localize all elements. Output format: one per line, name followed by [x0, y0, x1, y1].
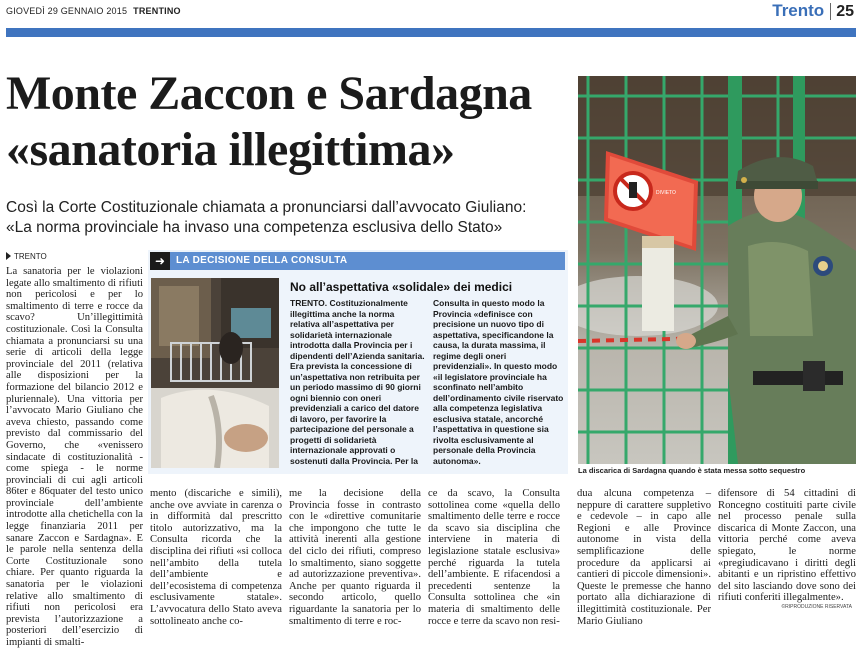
hospital-photo [151, 278, 279, 468]
sidebar-column-1: TRENTO. Costituzionalmente illegittima anche la norma relativa all’aspettativa per solidarietà internazionale introdotta dalla Provincia per i dipendenti dell’Azienda sanitaria. Era prevista la concessione di un’aspettativa non retribuita per un periodo massimo di 90 giorni ogni biennio con oneri previdenziali a carico del datore di lavoro, per favorire la partecipazione del personale a progetti di solidarietà internazionale approvati o sostenuti dalla Provincia. Per la [290, 298, 425, 466]
running-header [6, 6, 181, 16]
article-column-2: mento (discariche e simili), anche ove avviate in carenza o in difformità dal prescritto titolo autorizzativo, ma la Consulta ricorda che la disciplina dei rifiuti «si colloca nell’ambito della tutela dell’ambiente e dell’ecosistema di competenza esclusivamente statale». L’avvocatura dello Stato aveva sottolineato anche co- [150, 488, 282, 627]
headline-line-2: «sanatoria illegittima» [6, 123, 455, 176]
headline-line-1: Monte Zaccon e Sardagna [6, 67, 532, 120]
subhead-line-1: Così la Corte Costituzionale chiamata a pronunciarsi dall’avvocato Giuliano: [6, 199, 527, 216]
copyright-note: ©RIPRODUZIONE RISERVATA [781, 604, 852, 610]
arrow-right-icon: ➜ [150, 252, 170, 270]
article-column-3: me la decisione della Provincia fosse in contrasto con le «direttive comunitarie che impongono che tutte le attività inerenti alla gestione del ciclo dei rifiuti, compreso lo smaltimento, siano soggette ad autorizzazione preventiva». Anche per quanto riguarda il secondo articolo, quello riguardante la sanatoria per lo smaltimento di terre e roc- [289, 488, 421, 627]
page-number: 25 [830, 3, 854, 20]
dateline [6, 252, 47, 261]
article-column-6: difensore di 54 cittadini di Roncegno costituiti parte civile nel processo penale sulla discarica di Monte Zaccon, una vittoria perché come aveva spiegato, le norme «pregiudicavano i diritti degli abitanti e un ripristino effettivo del sito lasciando dove sono dei rifiuti conferiti illegalmente». [718, 488, 856, 604]
header-rule [6, 28, 856, 37]
article-column-1: La sanatoria per le violazioni legate allo smaltimento di rifiuti non pericolosi e per lo smaltimento di terre e rocce da scavo? Un’illegittimità costituzionale. Così la Consulta chiamata a pronunciarsi su una serie di articoli della legge provinciale del 2011 (relativa alle disposizioni per la formazione del bilancio 2012 e pluriennale). Una vittoria per l’avvocato Mario Giuliano che aveva chiesto, passando come previsto dal commissario del Governo, che «venissero sindacate di costituzionalità - come spiega - le norme provinciali di cui agli articoli 86ter e 86quater del testo unico provinciale dell’ambiente introdotte alla chetichella con la legge finanziaria 2011 per sanare Zaccon e Sardagna». E le parole nella sentenza della Corte Costituzionale sono chiare. Per quanto riguarda la sanatoria per le violazioni relative allo smaltimento di rifiuti non pericolosi era prevista l’autorizzazione a posteriori dell’esercizio di impianti di smalti- [6, 266, 143, 648]
sidebar-title: No all’aspettativa «solidale» dei medici [290, 280, 513, 294]
dateline-text: TRENTO [14, 252, 47, 261]
subhead-line-2: «La norma provinciale ha invaso una competenza esclusiva dello Stato» [6, 219, 503, 236]
subheadline [6, 198, 576, 238]
article-column-5: dua alcuna competenza – neppure di carattere suppletivo e cedevole – in capo alle Regioni e alle Province autonome in vista della semplificazione delle procedure da applicarsi ai cantieri di piccole dimensioni». Queste le premesse che hanno portato alla dichiarazione di illegittimità costituzionale. Per Mario Giuliano [577, 488, 711, 627]
header-date: GIOVEDÌ 29 GENNAIO 2015 [6, 6, 128, 16]
dateline-marker-icon [6, 252, 11, 260]
hospital-ward-illustration [151, 278, 279, 468]
header-paper: TRENTINO [133, 6, 181, 16]
article-column-4: ce da scavo, la Consulta sottolinea come «quella dello smaltimento delle terre e rocce da scavo sia disciplina che interviene in materia di legislazione statale esclusiva» perché riguarda la tutela dell’ambiente. E rifacendosi a precedenti sentenze la Consulta sottolinea che «in materia di smaltimento delle rocce e terre da scavo non resi- [428, 488, 560, 627]
sidebar-label: LA DECISIONE DELLA CONSULTA [176, 255, 348, 266]
sign-text: DIVIETO [656, 190, 676, 196]
photo-caption: La discarica di Sardagna quando è stata messa sotto sequestro [578, 466, 806, 475]
section-header [772, 1, 854, 21]
sidebar-column-2: Consulta in questo modo la Provincia «definisce con precisione un nuovo tipo di aspettativa, specificandone la causa, la durata massima, il regime degli oneri previdenziali». In questo modo «il legislatore provinciale ha sconfinato nell’ambito dell’ordinamento civile riservato alla competenza legislativa esclusiva statale, ancorché l’aspettativa in questione sia rivolta esclusivamente al personale della Provincia autonoma». [433, 298, 564, 466]
landfill-photo [578, 76, 856, 464]
section-name: Trento [772, 1, 825, 20]
ranger-fence-illustration [578, 76, 856, 464]
headline [6, 66, 576, 178]
